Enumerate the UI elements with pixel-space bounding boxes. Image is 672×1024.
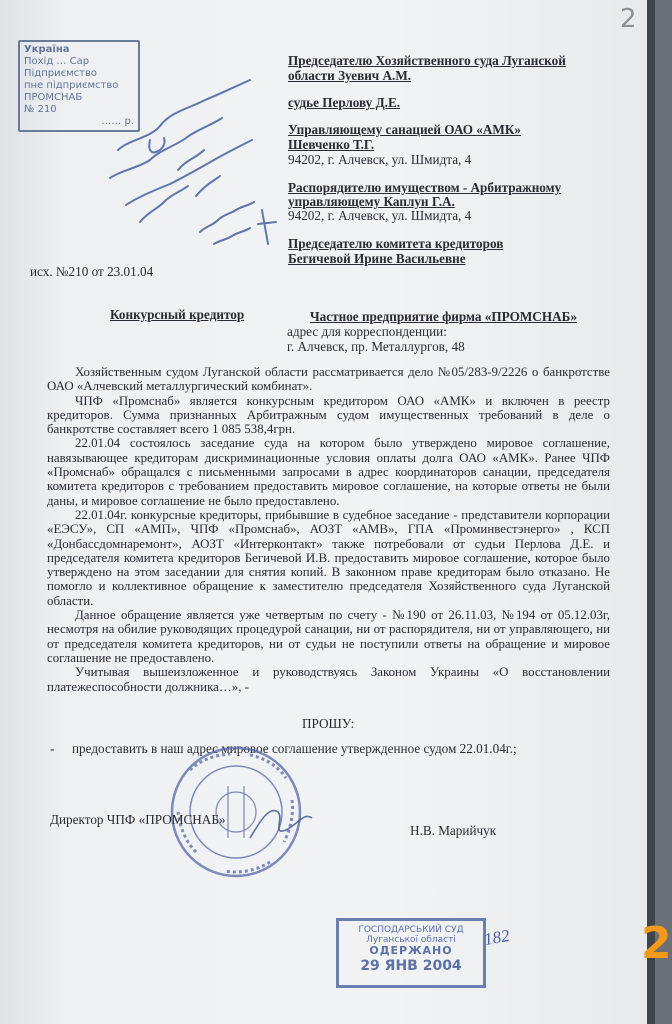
court-received-stamp xyxy=(336,918,486,988)
request-title: ПРОШУ: xyxy=(302,716,355,731)
sender-company: Частное предприятие фирма «ПРОМСНАБ» xyxy=(310,309,577,324)
paragraph: Данное обращение является уже четвертым по счету - №190 от 26.11.03, №194 от 05.12.03г, несмотря на обилие руководящих процедурой санации, ни от распорядителя, ни от управляющего, ни от председателя комитета кредиторов, ни от судьи не поступили ответы на обращение и мировое соглашение не предоставлено. xyxy=(47,608,610,665)
request-bullet: - xyxy=(50,741,55,756)
recipient-sanation-address: 94202, г. Алчевск, ул. Шмидта, 4 xyxy=(288,152,472,167)
signature-title: Директор ЧПФ «ПРОМСНАБ» xyxy=(50,812,226,827)
sender-address-label: адрес для корреспонденции: xyxy=(287,324,447,339)
court-stamp-handwritten-number: 182 xyxy=(482,925,511,950)
signature-name: Н.В. Марийчук xyxy=(410,823,497,838)
recipient-sanation-manager: Управляющему санацией ОАО «АМК» xyxy=(288,122,522,137)
sender-address: г. Алчевск, пр. Металлургов, 48 xyxy=(287,339,465,354)
paragraph: ЧПФ «Промснаб» является конкурсным кредитором ОАО «АМК» и включен в реестр кредиторов. Сумма признанных Арбитражным судом имущественных требований в деле о банкротстве составляет всего 1 085 538,4грн. xyxy=(47,393,610,437)
side-page-number: 2 xyxy=(641,918,672,969)
recipient-property-manager-line2: управляющему Каплун Г.А. xyxy=(288,194,455,209)
registry-stamp-line: № 210 xyxy=(24,104,57,115)
page-corner-number: 2 xyxy=(620,4,637,34)
paragraph: 22.01.04 состоялось заседание суда на котором было утверждено мировое соглашение, навязывающее кредиторам дискриминационные условия оплаты долга ОАО «АМК». Ранее ЧПФ «Промснаб» обращался с письменными запросами в адрес координаторов санации, председателя комитета кредиторов с требованием предоставить мировое соглашение, на которые ответы не были даны, и мировое соглашение не было предоставлено. xyxy=(47,436,610,508)
recipient-property-address: 94202, г. Алчевск, ул. Шмидта, 4 xyxy=(288,208,472,223)
paragraph: Учитывая вышеизложенное и руководствуясь Законом Украины «О восстановлении платежеспособности должника…», - xyxy=(47,665,610,694)
paragraph: 22.01.04г. конкурсные кредиторы, прибывшие в судебное заседание - представители корпорации «ЕЭСУ», СП «АМП», ЧПФ «Промснаб», АОЗТ «АМВ», ГПА «Проминвестэнерго» , КСП «Донбассдомнаремонт», АОЗТ «Интерконтакт» также потребовали от судьи Перлова Д.Е. и председателя комитета кредиторов Бегичевой И.В. предоставить мировое соглашение, которое было утверждено на этом заседании для снятия копий. В законном праве кредиторам было отказано. Не помогло и коллективное обращение к заместителю председателя Хозяйственного суда Луганской области. xyxy=(47,507,610,608)
registry-stamp-line: …… р. xyxy=(101,116,134,127)
request-item: предоставить в наш адрес мировое соглашение утвержденное судом 22.01.04г.; xyxy=(72,741,517,756)
registry-stamp-line: Україна xyxy=(24,44,70,55)
recipient-sanation-manager-line2: Шевченко Т.Г. xyxy=(288,137,375,152)
recipient-court-chair-line2: области Зуевич А.М. xyxy=(288,68,412,83)
sender-role: Конкурсный кредитор xyxy=(110,307,245,322)
paragraph: Хозяйственным судом Луганской области рассматривается дело №05/283-9/2226 о банкротстве ОАО «Алчевский металлургический комбинат». xyxy=(47,365,610,394)
recipient-property-manager: Распорядителю имуществом - Арбитражному xyxy=(288,180,562,195)
court-stamp-line: Луганської області xyxy=(366,935,456,945)
registry-stamp-line: Похід … Сар xyxy=(24,56,90,67)
recipient-court-chair: Председателю Хозяйственного суда Луганской xyxy=(288,53,566,68)
court-stamp-date: 29 ЯНВ 2004 xyxy=(360,958,462,974)
court-stamp-line: ГОСПОДАРСЬКИЙ СУД xyxy=(358,925,464,935)
recipient-creditors-chair: Председателю комитета кредиторов xyxy=(288,236,504,251)
registry-stamp-line: пне підприємство xyxy=(24,80,119,91)
registry-stamp-line: Підприємство xyxy=(24,68,97,79)
recipient-creditors-chair-line2: Бегичевой Ирине Васильевне xyxy=(288,251,466,266)
outgoing-reference: исх. №210 от 23.01.04 xyxy=(30,264,154,279)
registry-stamp-line: ПРОМСНАБ xyxy=(24,92,83,103)
court-stamp-received: ОДЕРЖАНО xyxy=(369,944,453,957)
recipient-judge: судье Перлову Д.Е. xyxy=(288,95,401,110)
